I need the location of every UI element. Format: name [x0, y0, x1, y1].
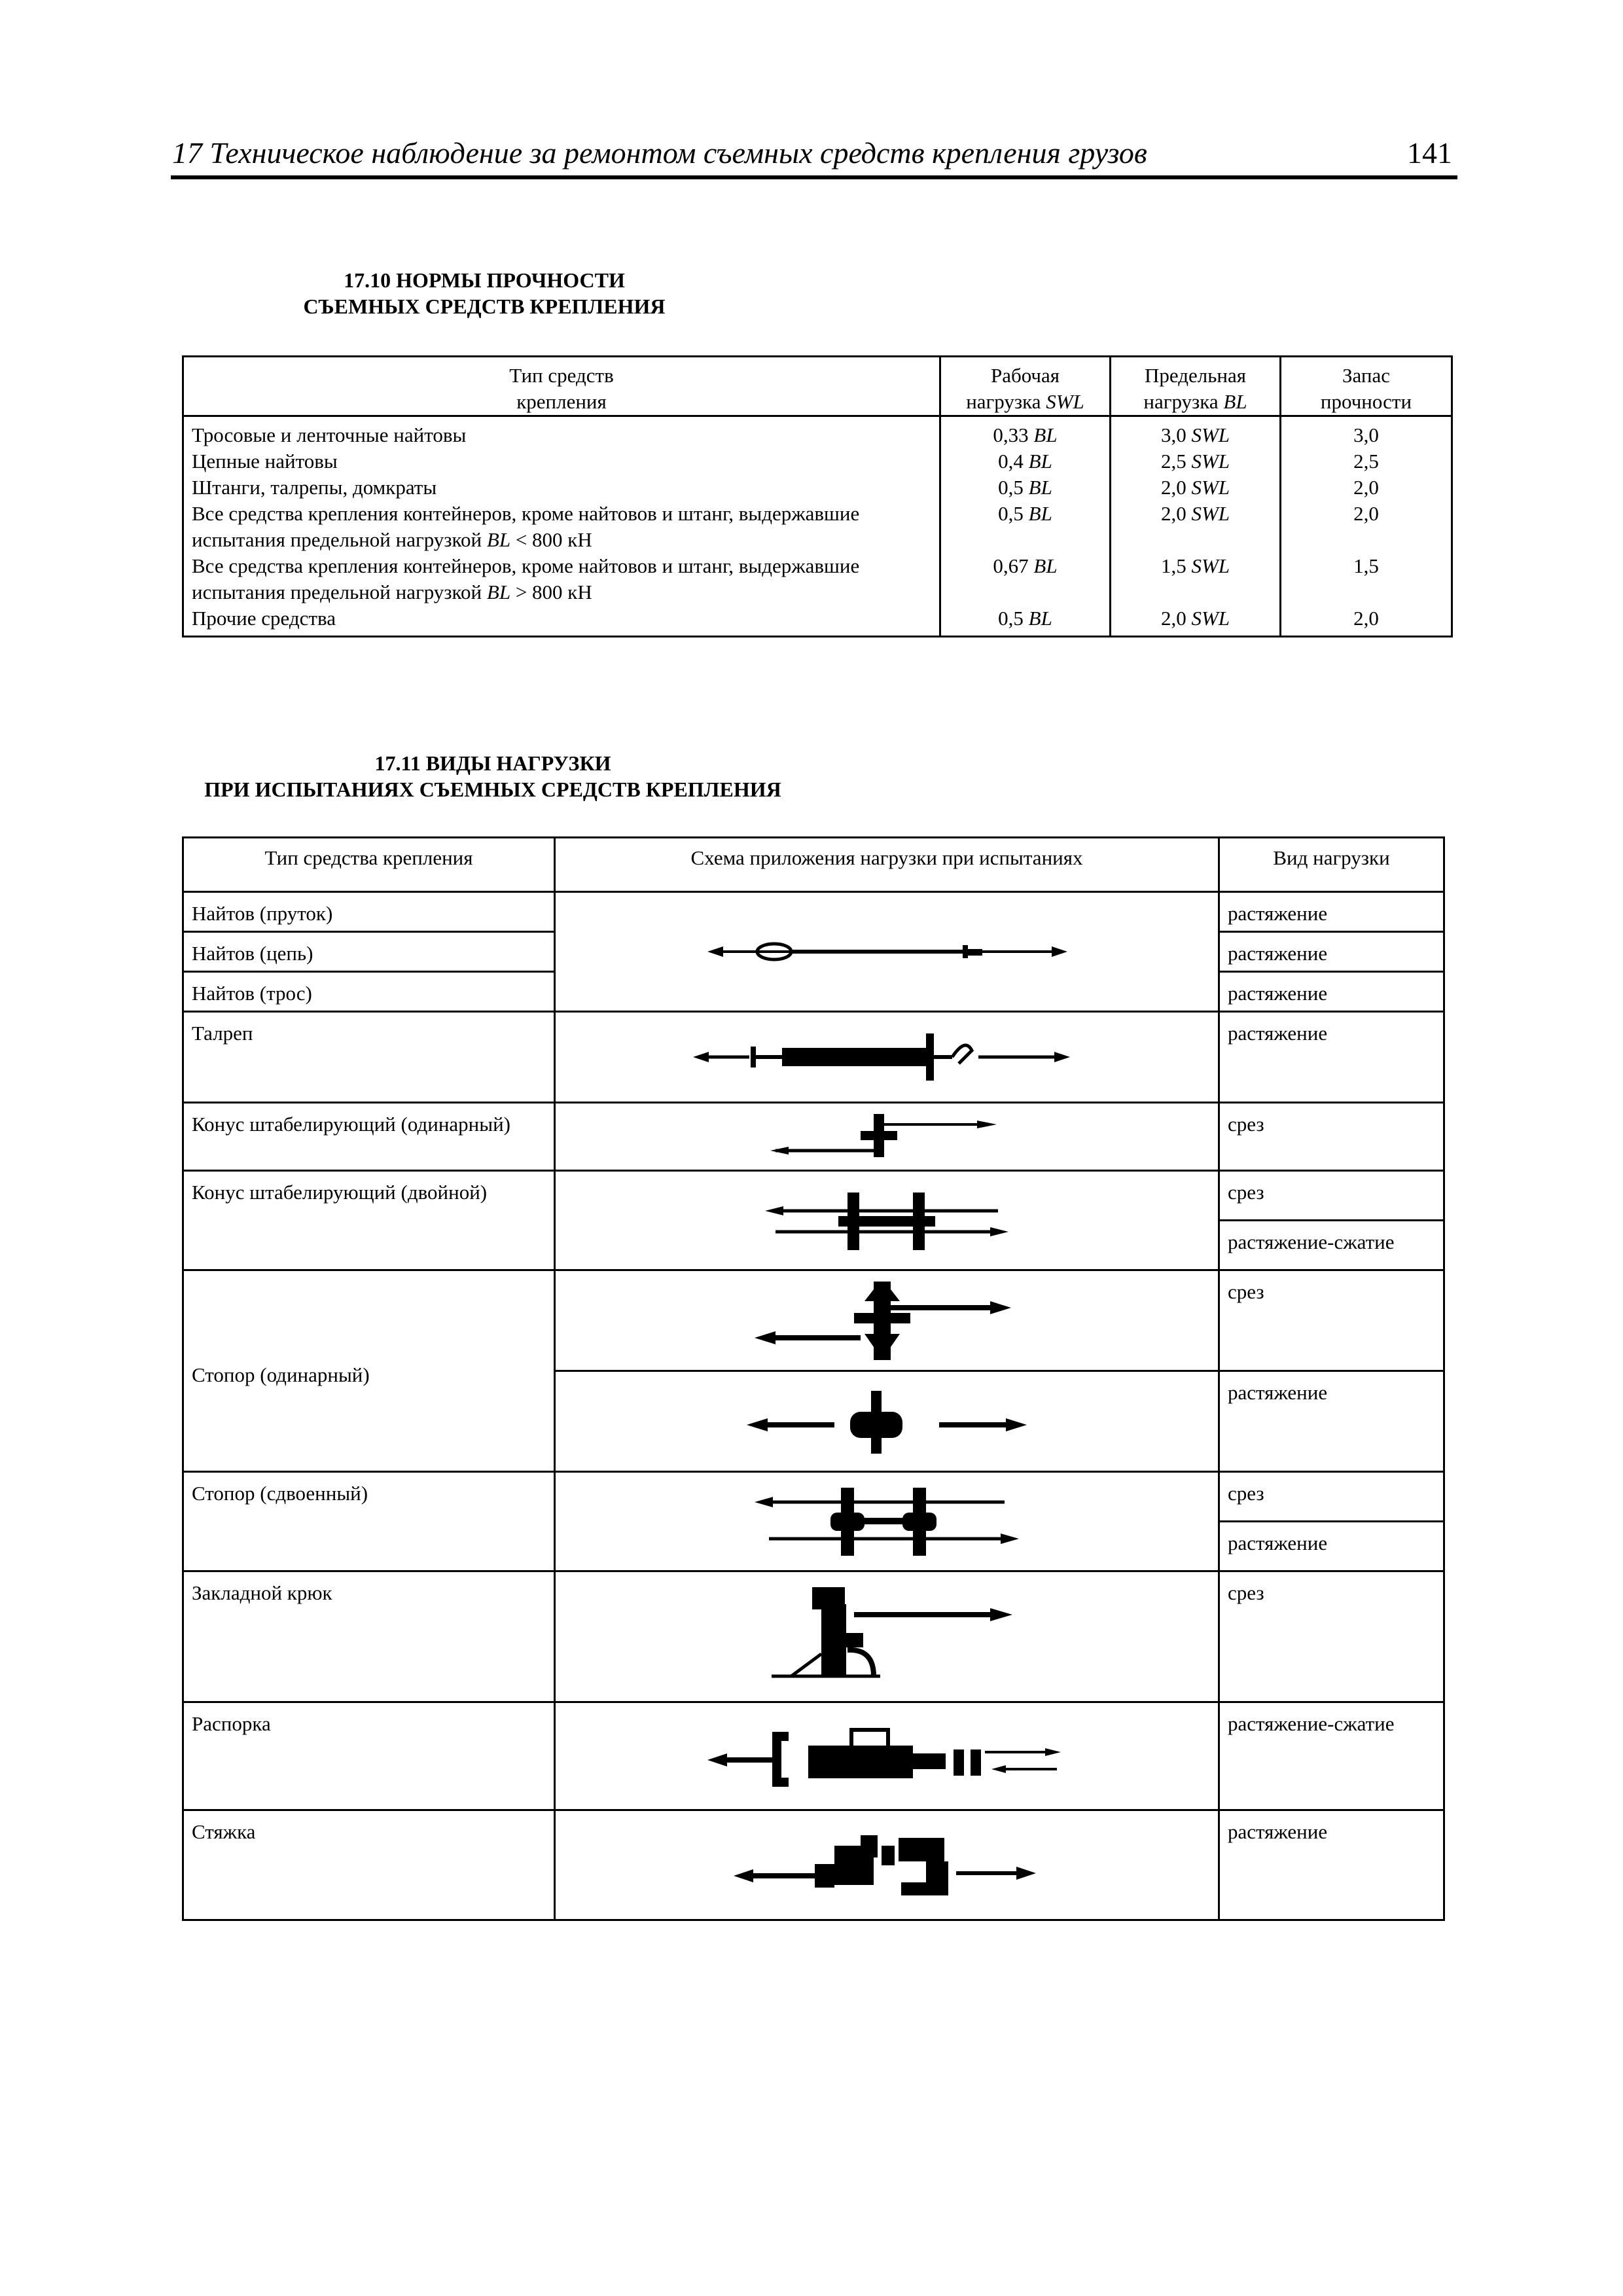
col-header-bl: Предельная нагрузка BL: [1111, 357, 1281, 416]
scheme-tie: [555, 1810, 1219, 1920]
single-cone-scheme-icon: [769, 1107, 1005, 1166]
swl-cell: 0,33 BL 0,4 BL 0,5 BL 0,5 BL 0,67 BL 0,5 BL: [940, 416, 1111, 637]
turnbuckle-scheme-icon: [690, 1024, 1083, 1090]
section-2-title-line2: ПРИ ИСПЫТАНИЯХ СЪЕМНЫХ СРЕДСТВ КРЕПЛЕНИЯ: [204, 778, 781, 801]
scheme-strut: [555, 1702, 1219, 1810]
hook-scheme-icon: [749, 1578, 1024, 1696]
scheme-lashing: [555, 892, 1219, 1012]
load-types-table: [182, 836, 1445, 1921]
strength-norms-table: [182, 355, 1453, 637]
table-row: растяжение-сжатие: [183, 1221, 1444, 1270]
section-1-title: [294, 267, 674, 319]
margin-cell: 3,0 2,5 2,0 2,0 1,5 2,0: [1281, 416, 1452, 637]
scheme-single-cone: [555, 1103, 1219, 1171]
scheme-turnbuckle: [555, 1012, 1219, 1103]
col-header-type: Тип средства крепления: [183, 838, 555, 892]
table-row: Стопор (одинарный) срез: [183, 1270, 1444, 1371]
running-header-title: 17 Техническое наблюдение за ремонтом съемных средств крепления грузов: [172, 136, 1147, 170]
scheme-double-cone: [555, 1171, 1219, 1270]
table-row: испытания предельной нагрузкой BL < 800 кН: [192, 528, 592, 551]
table-row: Распорка растяжение-сжатие: [183, 1702, 1444, 1810]
scheme-hook: [555, 1571, 1219, 1702]
table-header-row: [183, 357, 1452, 416]
scheme-double-stopper: [555, 1472, 1219, 1571]
table-row: Тросовые и ленточные найтовы: [192, 423, 467, 446]
col-header-scheme: Схема приложения нагрузки при испытаниях: [555, 838, 1219, 892]
tie-scheme-icon: [730, 1826, 1044, 1905]
table-row: Конус штабелирующий (двойной) срез: [183, 1171, 1444, 1221]
page-number: 141: [1407, 136, 1452, 170]
col-header-type: Тип средств крепления: [183, 357, 940, 416]
table-row: Найтов (трос) растяжение: [183, 972, 1444, 1012]
table-row: Найтов (пруток) растяжение: [183, 892, 1444, 932]
col-header-margin: Запас прочности: [1281, 357, 1452, 416]
table-row: Найтов (цепь) растяжение: [183, 932, 1444, 972]
table-row: Цепные найтовы: [192, 450, 338, 473]
bl-cell: 3,0 SWL 2,5 SWL 2,0 SWL 2,0 SWL 1,5 SWL 2,0 SWL: [1111, 416, 1281, 637]
section-1-title-line1: 17.10 НОРМЫ ПРОЧНОСТИ: [344, 268, 625, 292]
section-1-title-line2: СЪЕМНЫХ СРЕДСТВ КРЕПЛЕНИЯ: [303, 295, 666, 318]
table-body: [183, 416, 1452, 637]
section-2-title-line1: 17.11 ВИДЫ НАГРУЗКИ: [374, 751, 611, 775]
double-stopper-scheme-icon: [749, 1482, 1024, 1561]
type-cell: [183, 416, 940, 637]
table-header-row: [183, 838, 1444, 892]
section-2-title: [182, 750, 804, 802]
table-row: Стопор (сдвоенный) срез: [183, 1472, 1444, 1522]
table-row: Конус штабелирующий (одинарный) срез: [183, 1103, 1444, 1171]
table-row: Талреп растяжение: [183, 1012, 1444, 1103]
scheme-single-stopper-tension: [555, 1371, 1219, 1472]
table-row: растяжение: [183, 1371, 1444, 1472]
double-cone-scheme-icon: [762, 1185, 1011, 1257]
strut-scheme-icon: [704, 1717, 1070, 1795]
table-row: Все средства крепления контейнеров, кроме найтовов и штанг, выдержавшие: [192, 502, 860, 525]
header-rule: [171, 175, 1457, 179]
table-row: испытания предельной нагрузкой BL > 800 кН: [192, 581, 592, 603]
col-header-load: Вид нагрузки: [1219, 838, 1444, 892]
table-row: Стяжка растяжение: [183, 1810, 1444, 1920]
table-row: растяжение: [183, 1522, 1444, 1571]
table-row: Прочие средства: [192, 607, 336, 630]
scheme-single-stopper-shear: [555, 1270, 1219, 1371]
table-row: Закладной крюк срез: [183, 1571, 1444, 1702]
single-stopper-shear-icon: [749, 1275, 1024, 1367]
col-header-swl: Рабочая нагрузка SWL: [940, 357, 1111, 416]
table-row: Штанги, талрепы, домкраты: [192, 476, 437, 499]
lashing-scheme-icon: [704, 925, 1070, 978]
table-row: Все средства крепления контейнеров, кроме найтовов и штанг, выдержавшие: [192, 554, 860, 577]
single-stopper-tension-icon: [743, 1386, 1031, 1458]
